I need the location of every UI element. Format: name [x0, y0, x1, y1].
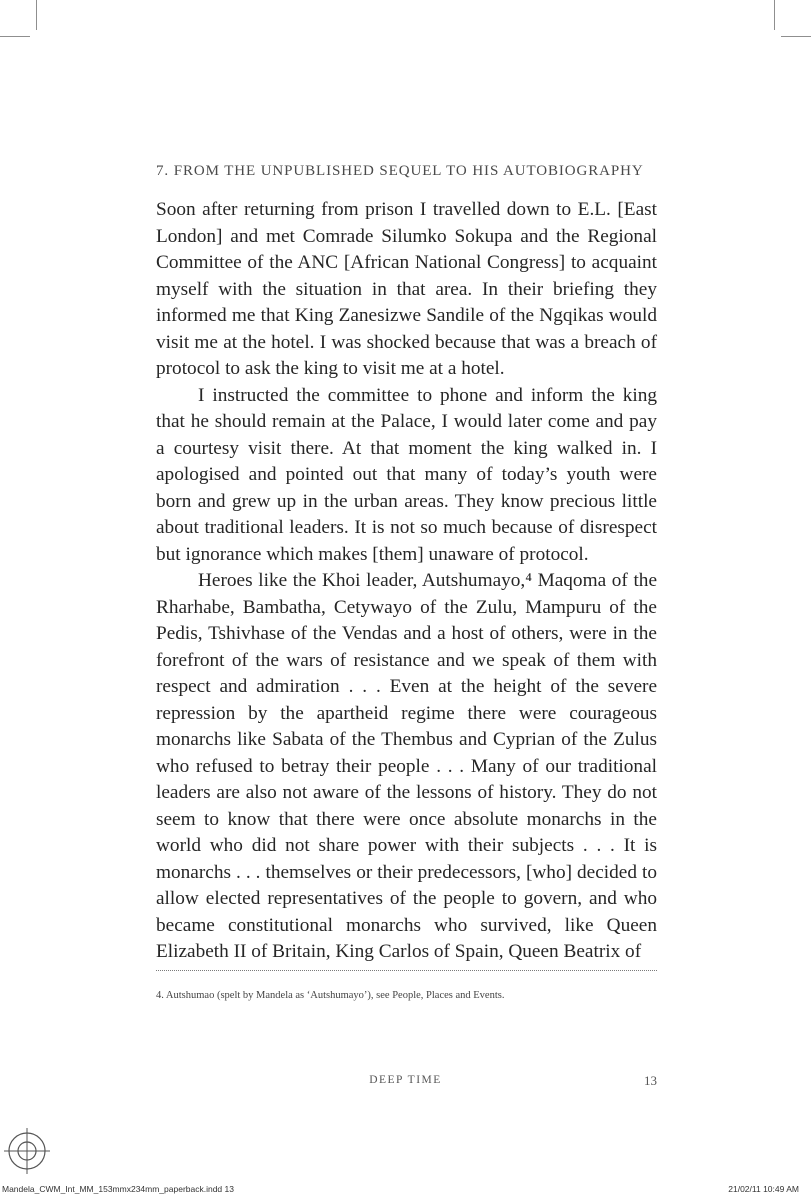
footer-book-title: DEEP TIME: [369, 1074, 442, 1086]
registration-mark-icon: [4, 1128, 50, 1174]
body-text: [156, 197, 657, 966]
crop-mark: [36, 0, 37, 30]
paragraph: Heroes like the Khoi leader, Autshumayo,⁴ Maqoma of the Rharhabe, Bambatha, Cetywayo of the Zulu, Mampuru of the Pedis, Tshivhase of the Vendas and a host of others, were in the forefront of the wars of resistance and we speak of them with respect and admiration . . . Even at the height of the severe repression by the apartheid regime there were courageous monarchs like Sabata of the Thembus and Cyprian of the Zulus who refused to betray their people . . . Many of our traditional leaders are also not aware of the lessons of history. They do not seem to know that there were once absolute monarchs in the world who did not share power with their subjects . . . It is monarchs . . . themselves or their predecessors, [who] decided to allow elected representatives of the people to govern, and who became constitutional monarchs who survived, like Queen Elizabeth II of Britain, King Carlos of Spain, Queen Beatrix of: [156, 570, 657, 962]
page-number: 13: [644, 1073, 657, 1088]
paragraph: I instructed the committee to phone and inform the king that he should remain at the Palace, I would later come and pay a courtesy visit there. At that moment the king walked in. I apologised and pointed out that many of today’s youth were born and grew up in the urban areas. They know precious little about traditional leaders. It is not so much because of disrespect but ignorance which makes [them] unaware of protocol.: [156, 384, 657, 565]
slug-date-time: 21/02/11 10:49 AM: [728, 1184, 799, 1194]
running-head: 7. FROM THE UNPUBLISHED SEQUEL TO HIS AUTOBIOGRAPHY: [156, 163, 644, 179]
crop-mark: [781, 36, 811, 37]
slug-file-name: Mandela_CWM_Int_MM_153mmx234mm_paperback.indd 13: [2, 1184, 234, 1194]
footnote: 4. Autshumao (spelt by Mandela as ‘Autshumayo’), see People, Places and Events.: [156, 990, 505, 1001]
paragraph: Soon after returning from prison I travelled down to E.L. [East London] and met Comrade Silumko Sokupa and the Regional Committee of the ANC [African National Congress] to acquaint myself with the situation in that area. In their briefing they informed me that King Zanesizwe Sandile of the Ngqikas would visit me at the hotel. I was shocked because that was a breach of protocol to ask the king to visit me at a hotel.: [156, 199, 657, 379]
crop-mark: [774, 0, 775, 30]
footnote-divider: [156, 970, 657, 971]
crop-mark: [0, 36, 30, 37]
